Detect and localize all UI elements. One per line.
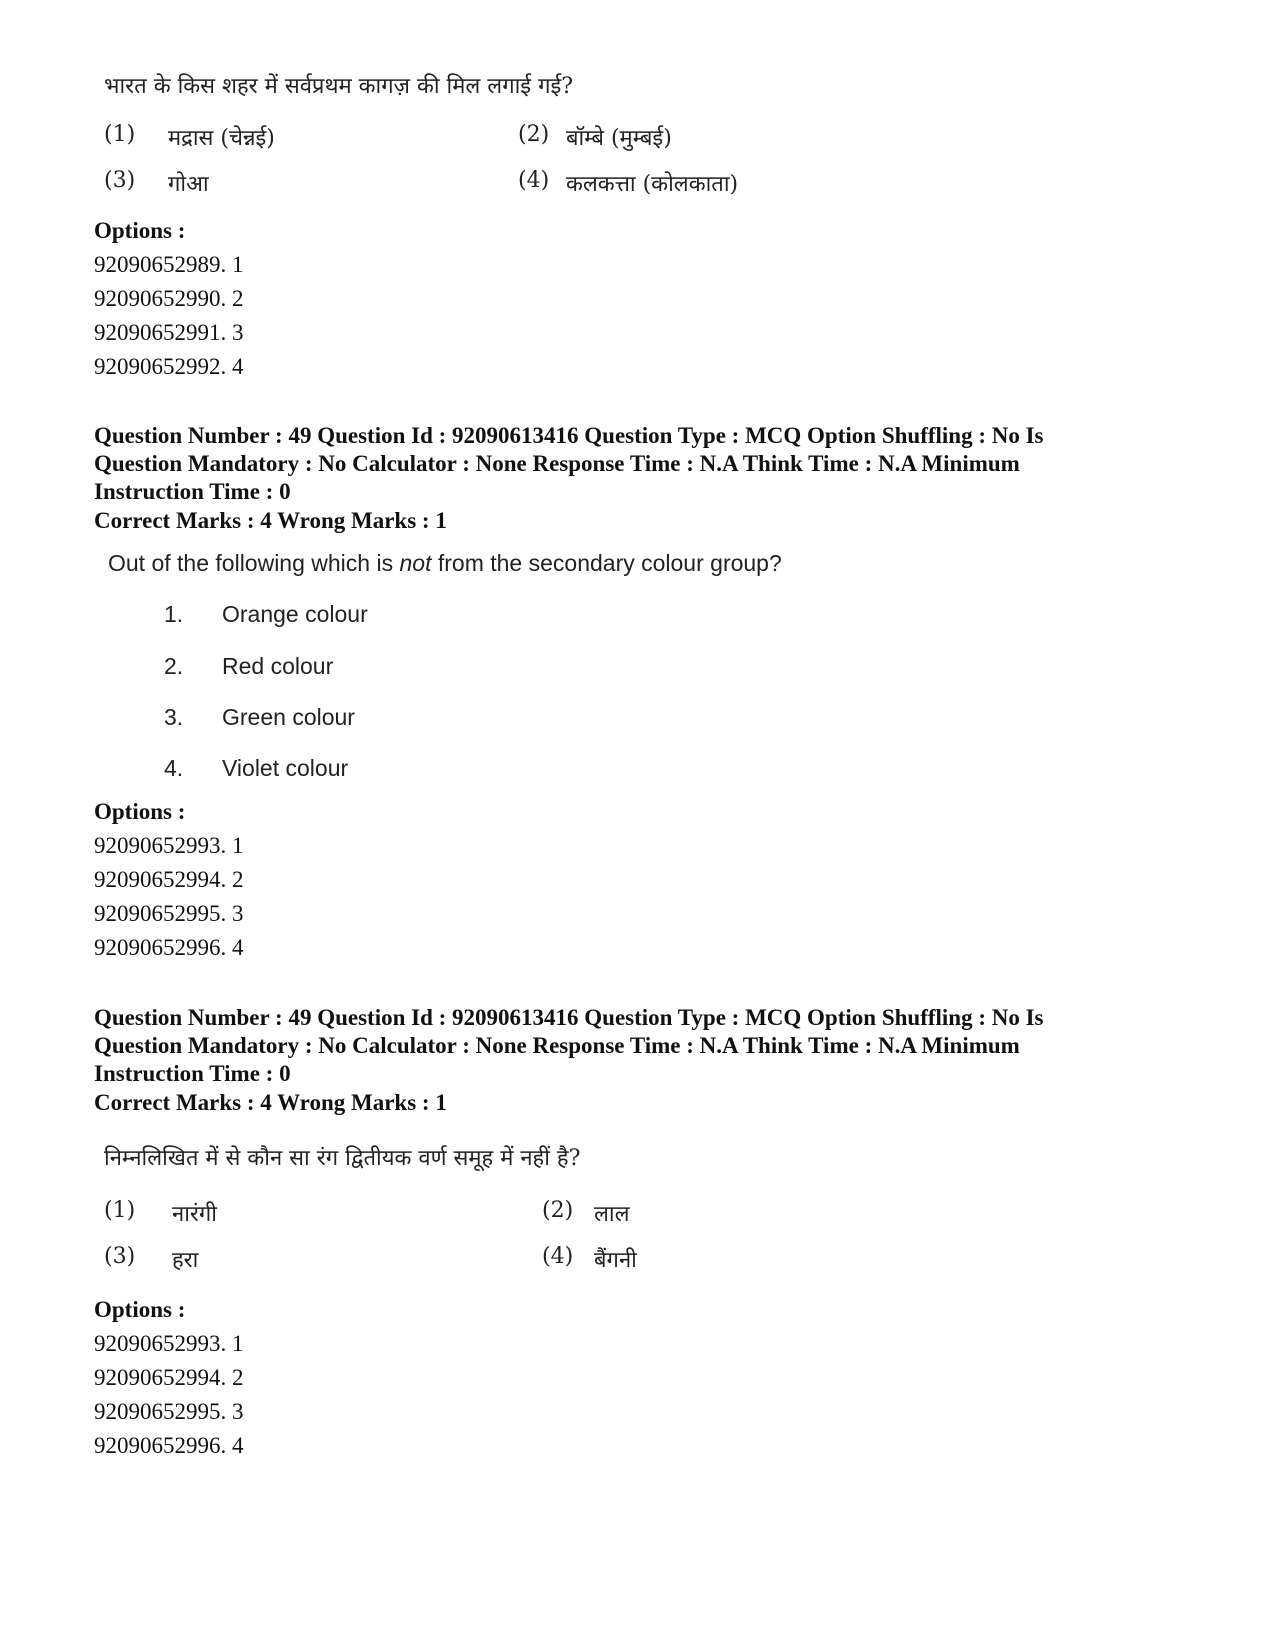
choice-number: (3) [104,168,136,193]
question-text-hindi: निम्नलिखित में से कौन सा रंग द्वितीयक वर्ण समूह में नहीं है? [104,1146,581,1171]
choice-text: Red colour [222,653,334,679]
choice-number: (1) [104,1198,136,1223]
choice-text: नारंगी [172,1202,217,1227]
choice-row [164,755,348,782]
choice-text: बैंगनी [594,1248,637,1273]
choice-number: (1) [104,122,136,147]
option-line: 92090652994. 2 [94,1365,244,1390]
option-line: 92090652995. 3 [94,901,244,926]
choice-text: Green colour [222,704,355,730]
question-text-hindi: भारत के किस शहर में सर्वप्रथम कागज़ की मिल लगाई गई? [104,74,574,99]
option-line: 92090652992. 4 [94,354,244,379]
choice-text: मद्रास (चेन्नई) [168,126,275,151]
meta-line: Question Mandatory : No Calculator : None Response Time : N.A Think Time : N.A Minimum [94,451,1020,476]
choice-text: गोआ [168,172,209,197]
meta-line: Question Number : 49 Question Id : 92090613416 Question Type : MCQ Option Shuffling : No Is [94,423,1044,448]
option-line: 92090652993. 1 [94,1331,244,1356]
marks-line: Correct Marks : 4 Wrong Marks : 1 [94,508,447,533]
option-line: 92090652995. 3 [94,1399,244,1424]
choice-number: (4) [518,168,550,193]
option-line: 92090652994. 2 [94,867,244,892]
options-list [94,829,244,965]
marks-line: Correct Marks : 4 Wrong Marks : 1 [94,1090,447,1115]
option-line: 92090652991. 3 [94,320,244,345]
option-line: 92090652996. 4 [94,1433,244,1458]
meta-line: Question Mandatory : No Calculator : None Response Time : N.A Think Time : N.A Minimum [94,1033,1020,1058]
choice-number: 3. [164,704,184,730]
options-list [94,1327,244,1463]
choice-text: कलकत्ता (कोलकाता) [566,172,739,197]
option-line: 92090652990. 2 [94,286,244,311]
choice-number: (2) [542,1198,574,1223]
question-text-part: from the secondary colour group? [431,550,782,576]
choice-text: हरा [172,1248,199,1273]
question-text-part: Out of the following which is [108,550,400,576]
options-list [94,248,244,384]
option-line: 92090652989. 1 [94,252,244,277]
choice-number: (4) [542,1244,574,1269]
question-text-english [108,550,782,577]
choice-row [164,704,355,731]
choice-text: Violet colour [222,755,349,781]
choice-row [164,653,333,680]
choice-number: 1. [164,601,184,627]
options-heading: Options : [94,1297,186,1322]
choice-number: 2. [164,653,184,679]
meta-line: Instruction Time : 0 [94,479,291,504]
choice-number: (3) [104,1244,136,1269]
question-meta [94,422,1174,506]
question-meta [94,1004,1174,1088]
choice-text: Orange colour [222,601,368,627]
options-heading: Options : [94,799,186,824]
choice-text: बॉम्बे (मुम्बई) [566,126,672,151]
meta-line: Question Number : 49 Question Id : 92090613416 Question Type : MCQ Option Shuffling : No Is [94,1005,1044,1030]
choice-number: (2) [518,122,550,147]
question-text-emphasis: not [399,550,432,576]
meta-line: Instruction Time : 0 [94,1061,291,1086]
choice-number: 4. [164,755,184,781]
option-line: 92090652993. 1 [94,833,244,858]
choice-row [164,601,368,628]
option-line: 92090652996. 4 [94,935,244,960]
choice-text: लाल [594,1202,630,1227]
options-heading: Options : [94,218,186,243]
